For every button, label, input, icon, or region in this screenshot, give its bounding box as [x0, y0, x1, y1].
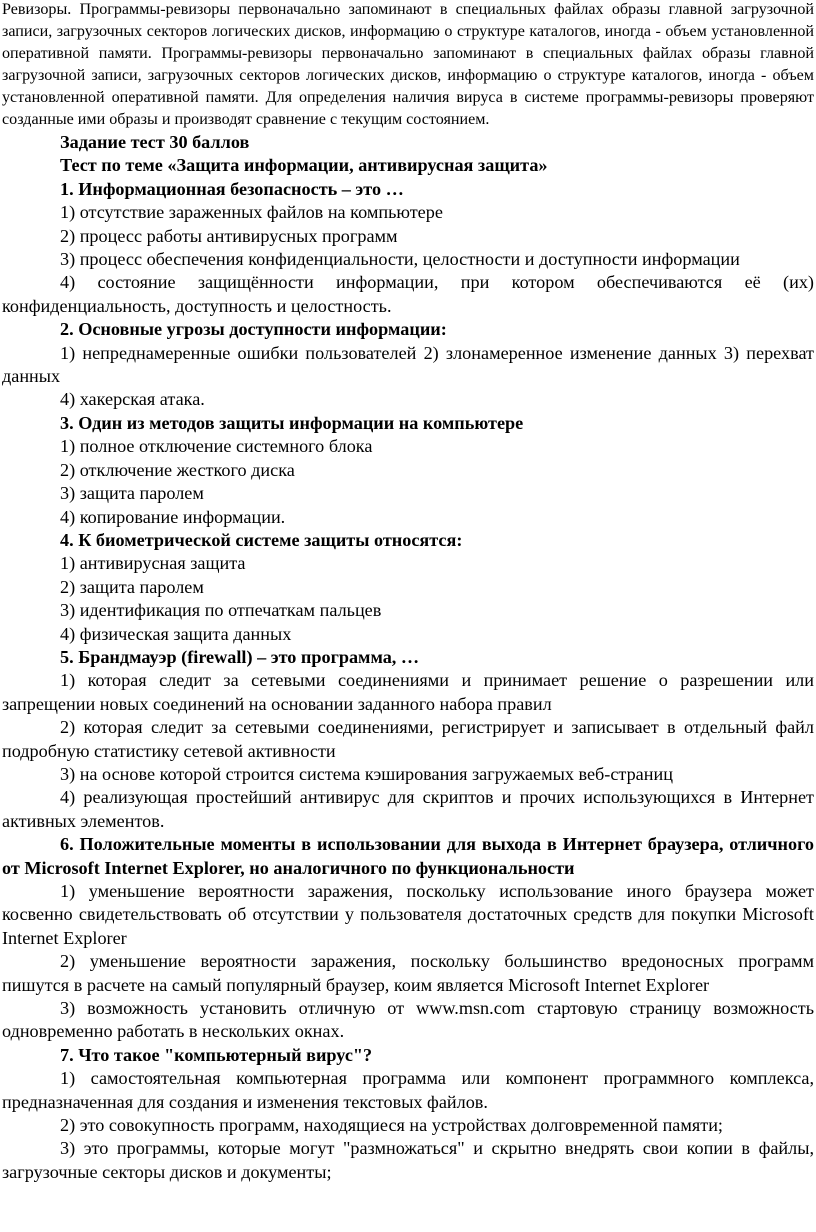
- answer-option: 1) полное отключение системного блока: [60, 436, 373, 457]
- answer-option: 3) процесс обеспечения конфиденциальности, целостности и доступности информации: [60, 249, 740, 270]
- question-4: [2, 529, 814, 646]
- question-text: 2. Основные угрозы доступности информации:: [60, 319, 447, 340]
- question-text: 3. Один из методов защиты информации на компьютере: [60, 412, 524, 433]
- answer-option: 1) уменьшение вероятности заражения, поскольку использование иного браузера может косвенно свидетельствовать об отсутствии у пользователя достаточных средств для покупки Microsoft Internet Explorer: [2, 881, 814, 948]
- answer-option: 1) самостоятельная компьютерная программа или компонент программного комплекса, предназначенная для создания и изменения текстовых файлов.: [2, 1068, 814, 1112]
- test-title: Тест по теме «Защита информации, антивирусная защита»: [60, 155, 548, 176]
- question-7: [2, 1044, 814, 1184]
- answer-option: 2) отключение жесткого диска: [60, 459, 295, 480]
- question-text: 1. Информационная безопасность – это …: [60, 178, 404, 199]
- answer-option: 2) которая следит за сетевыми соединениями, регистрирует и записывает в отдельный файл подробную статистику сетевой активности: [2, 717, 814, 761]
- answer-option: 2) защита паролем: [60, 576, 204, 597]
- answer-option: 1) которая следит за сетевыми соединениями и принимает решение о разрешении или запрещении новых соединений на основании заданного набора правил: [2, 670, 814, 714]
- question-6: [2, 833, 814, 1044]
- answer-option: 4) реализующая простейший антивирус для скриптов и прочих использующихся в Интернет активных элементов.: [2, 787, 814, 831]
- answer-option: 3) это программы, которые могут "размножаться" и скрытно внедрять свои копии в файлы, загрузочные секторы дисков и документы;: [2, 1138, 814, 1182]
- task-label: Задание тест 30 баллов: [60, 132, 250, 152]
- answer-option: 1) отсутствие зараженных файлов на компьютере: [60, 202, 443, 223]
- answer-option: 4) состояние защищённости информации, при котором обеспечиваются её (их) конфиденциальность, доступность и целостность.: [2, 272, 814, 316]
- answer-option: 1) антивирусная защита: [60, 553, 246, 574]
- question-1: [2, 178, 814, 318]
- question-3: [2, 412, 814, 529]
- answer-option: 3) возможность установить отличную от www.msn.com стартовую страницу возможность одновременно работать в нескольких окнах.: [2, 998, 814, 1042]
- answer-option: 3) защита паролем: [60, 483, 204, 504]
- intro-paragraph: Ревизоры. Программы-ревизоры первоначально запоминают в специальных файлах образы главной загрузочной записи, загрузочных секторов логических дисков, информацию о структуре каталогов, иногда - объем установленной оперативной памяти. Программы-ревизоры первоначально запоминают в специальных файлах образы главной загрузочной записи, загрузочных секторов логических дисков, информацию о структуре каталогов, иногда - объем установленной оперативной памяти. Для определения наличия вируса в системе программы-ревизоры проверяют созданные ими образы и производят сравнение с текущим состоянием.: [2, 1, 814, 128]
- question-text: 4. К биометрической системе защиты относятся:: [60, 529, 463, 550]
- question-text: 5. Брандмауэр (firewall) – это программа, …: [60, 646, 420, 667]
- question-2: [2, 318, 814, 412]
- question-text: 7. Что такое "компьютерный вирус"?: [60, 1044, 373, 1065]
- answer-option: 4) копирование информации.: [60, 506, 286, 527]
- answer-option: 4) физическая защита данных: [60, 623, 292, 644]
- answer-option: 2) уменьшение вероятности заражения, поскольку большинство вредоносных программ пишутся в расчете на самый популярный браузер, коим является Microsoft Internet Explorer: [2, 951, 814, 995]
- answer-option: 1) непреднамеренные ошибки пользователей 2) злонамеренное изменение данных 3) перехват данных: [2, 342, 814, 387]
- question-text: 6. Положительные моменты в использовании для выхода в Интернет браузера, отличного от Microsoft Internet Explorer, но аналогичного по функциональности: [2, 834, 814, 878]
- answer-option: 2) процесс работы антивирусных программ: [60, 225, 398, 246]
- answer-option: 2) это совокупность программ, находящиеся на устройствах долговременной памяти;: [60, 1115, 723, 1136]
- answer-option: 4) хакерская атака.: [60, 389, 205, 410]
- question-5: [2, 646, 814, 833]
- answer-option: 3) идентификация по отпечаткам пальцев: [60, 600, 382, 621]
- answer-option: 3) на основе которой строится система кэширования загружаемых веб-страниц: [60, 763, 673, 784]
